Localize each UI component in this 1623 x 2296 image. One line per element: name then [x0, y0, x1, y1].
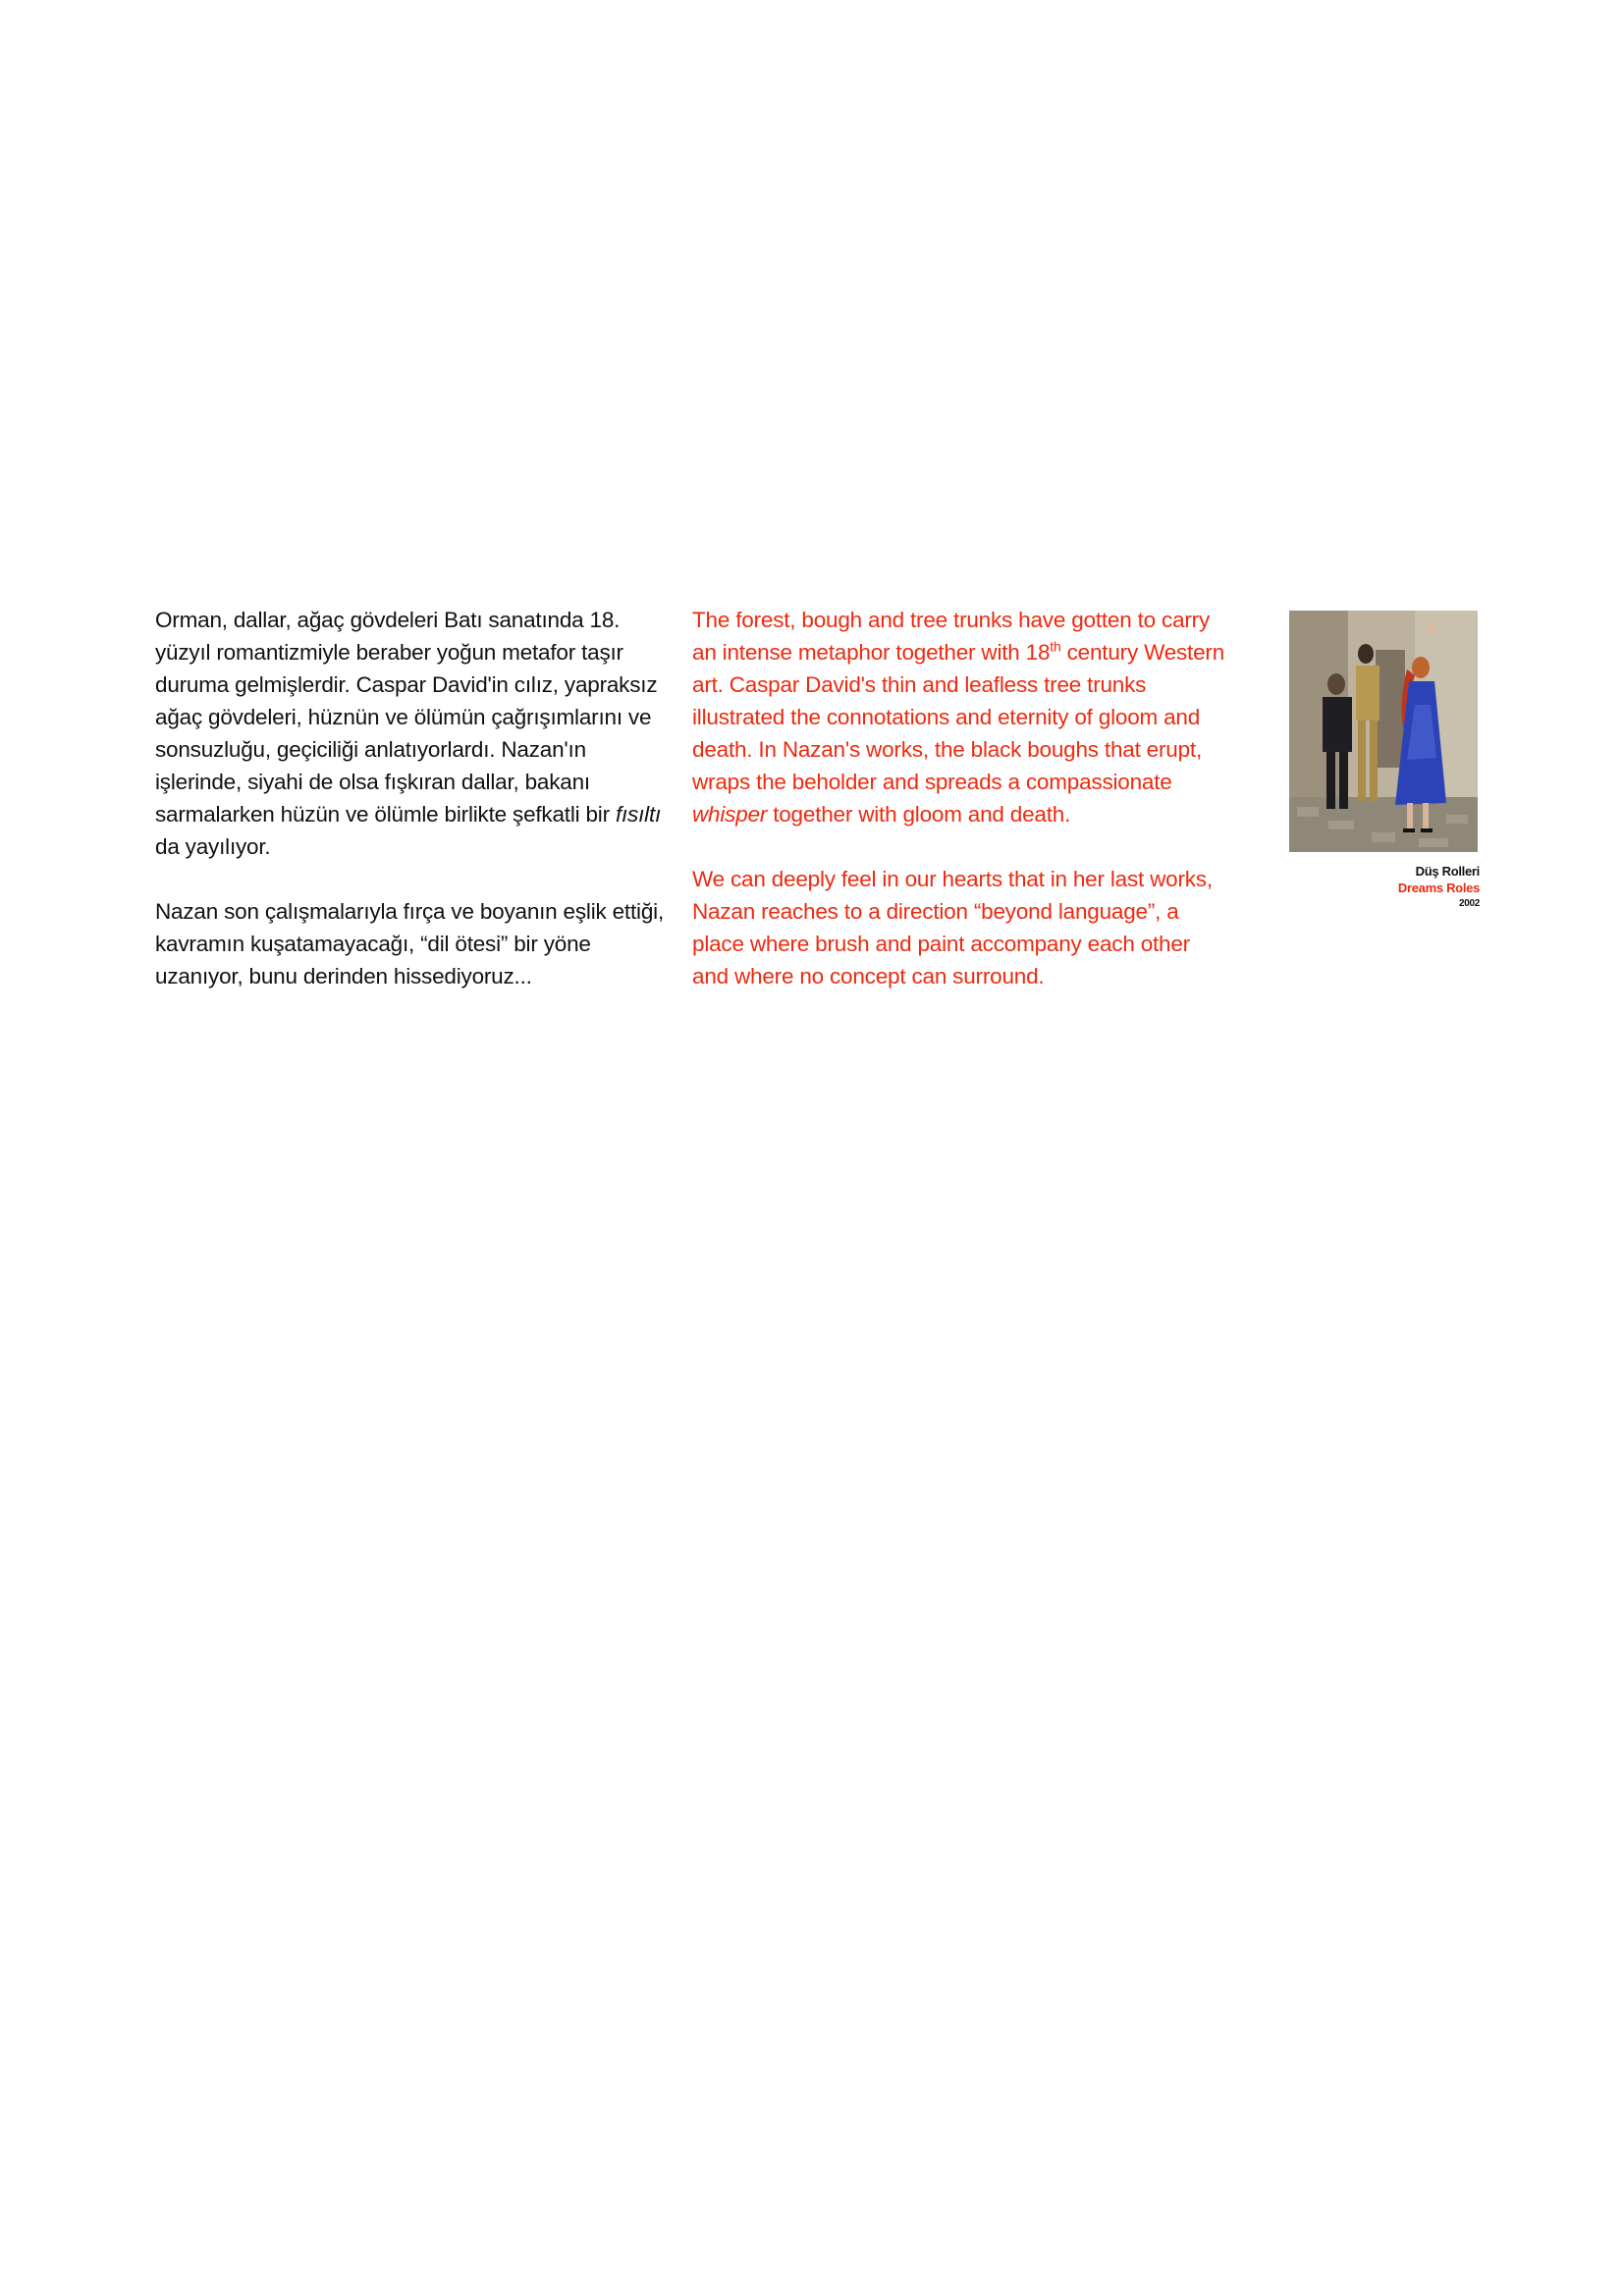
turkish-italic-word: fısıltı — [615, 802, 662, 827]
turkish-text-column — [155, 604, 676, 1025]
english-paragraph-1-middle: century Western art. Caspar David's thin and leafless tree trunks illustrated the connotations and eternity of gloom and death. In Nazan's works, the black boughs that erupt, wraps the beholder and spreads a compassionate — [692, 640, 1225, 794]
english-text-column — [692, 604, 1227, 1025]
english-paragraph-1 — [692, 604, 1227, 830]
turkish-paragraph-1-text: Orman, dallar, ağaç gövdeleri Batı sanatında 18. yüzyıl romantizmiyle beraber yoğun metafor taşır duruma gelmişlerdir. Caspar David'in cılız, yapraksız ağaç gövdeleri, hüznün ve ölümün çağrışımlarını ve sonsuzluğu, geçiciliği anlatıyorlardı. Nazan'ın işlerinde, siyahi de olsa fışkıran dallar, bakanı sarmalarken hüzün ve ölümle birlikte şefkatli bir — [155, 608, 658, 827]
caption-title-english: Dreams Roles — [1397, 881, 1480, 895]
turkish-paragraph-2: Nazan son çalışmalarıyla fırça ve boyanın eşlik ettiği, kavramın kuşatamayacağı, “dil ötesi” bir yöne uzanıyor, bunu derinden hissediyoruz... — [155, 899, 664, 988]
turkish-paragraph-1-end: da yayılıyor. — [155, 834, 271, 859]
artwork-photo — [1289, 611, 1478, 852]
english-italic-word: whisper — [692, 802, 768, 827]
english-paragraph-1-end: together with gloom and death. — [767, 802, 1071, 827]
english-paragraph-2: We can deeply feel in our hearts that in her last works, Nazan reaches to a direction “beyond language”, a place where brush and paint accompany each other and where no concept can surround. — [692, 867, 1213, 988]
english-paragraph-1-text: The forest, bough and tree trunks have gotten to carry an intense metaphor together with 18 — [692, 608, 1211, 665]
caption-year: 2002 — [1458, 898, 1480, 909]
artwork-photo-illustration — [1289, 611, 1478, 852]
ordinal-superscript: th — [1050, 638, 1061, 655]
turkish-paragraph-1 — [155, 604, 676, 863]
artwork-caption — [1398, 864, 1480, 912]
caption-title-turkish: Düş Rolleri — [1415, 864, 1480, 879]
